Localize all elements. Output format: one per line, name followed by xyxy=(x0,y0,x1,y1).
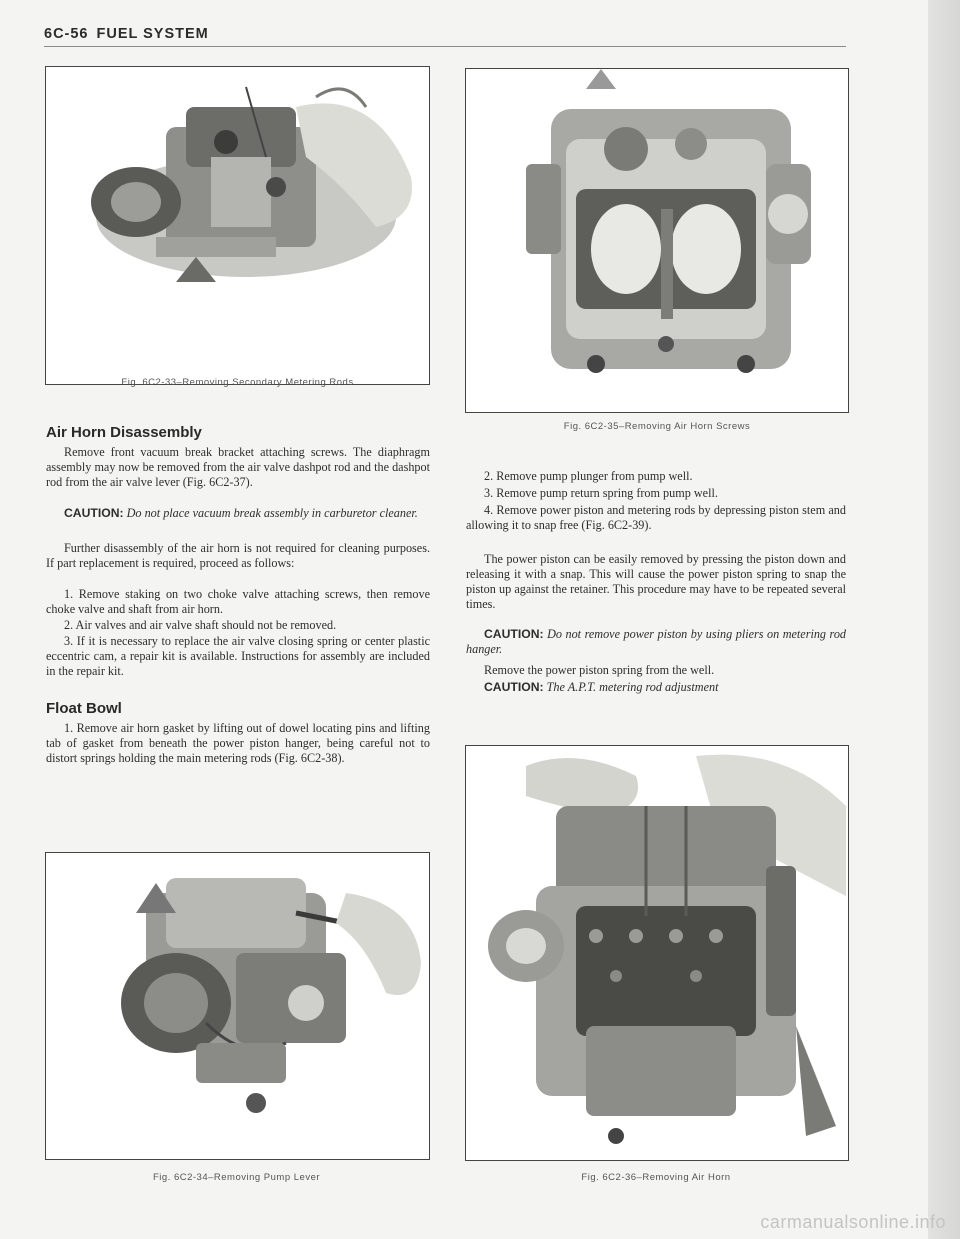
air-horn-paragraph-1: Remove front vacuum break bracket attaching screws. The diaphragm assembly may now be removed from the air valve dashpot rod and the dashpot rod from the air valve lever (Fig. 6C2-37). xyxy=(46,445,430,489)
figure-caption: Fig. 6C2-35–Removing Air Horn Screws xyxy=(563,421,751,432)
page-header xyxy=(44,26,209,42)
power-piston-paragraph: The power piston can be easily removed by pressing the piston down and releasing it with a snap. This will cause the power piston spring to snap the piston up against the retainer. This procedure may have to be repeated several times. xyxy=(466,552,846,611)
figure-6c2-36 xyxy=(465,745,849,1161)
apt-caution xyxy=(466,680,846,695)
caution-label: CAUTION: xyxy=(484,627,544,641)
page-edge-shadow xyxy=(928,0,960,1239)
heading-float-bowl: Float Bowl xyxy=(46,700,122,717)
header-rule xyxy=(44,46,846,47)
figure-6c2-34 xyxy=(45,852,430,1160)
power-piston-caution xyxy=(466,627,846,657)
caution-text: Do not remove power piston by using pliers on metering rod hanger. xyxy=(466,627,847,656)
heading-air-horn-disassembly: Air Horn Disassembly xyxy=(46,424,202,441)
page-number: 6C-56 xyxy=(44,26,89,42)
figure-photo-pump-lever xyxy=(46,853,429,1159)
caution-label: CAUTION: xyxy=(64,506,124,520)
power-piston-spring-paragraph: Remove the power piston spring from the well. xyxy=(484,663,715,677)
figure-caption: Fig. 6C2-33–Removing Secondary Metering Rods xyxy=(121,377,354,388)
air-horn-step-1: 1. Remove staking on two choke valve attaching screws, then remove choke valve and shaft from air horn. xyxy=(46,587,430,616)
right-step-2: 2. Remove pump plunger from pump well. xyxy=(484,469,693,483)
caution-text: The A.P.T. metering rod adjustment xyxy=(546,680,719,694)
air-horn-caution xyxy=(46,506,430,521)
figure-photo-secondary-metering-rods xyxy=(46,67,429,289)
section-title: FUEL SYSTEM xyxy=(96,26,209,42)
air-horn-step-2: 2. Air valves and air valve shaft should not be removed. xyxy=(64,618,337,632)
caution-text: Do not place vacuum break assembly in carburetor cleaner. xyxy=(126,506,418,520)
figure-photo-air-horn xyxy=(466,746,848,1160)
figure-caption: Fig. 6C2-34–Removing Pump Lever xyxy=(152,1172,321,1183)
figure-6c2-33 xyxy=(45,66,430,388)
watermark: carmanualsonline.info xyxy=(760,1212,946,1232)
figure-6c2-35 xyxy=(465,68,849,432)
figure-photo-air-horn-screws xyxy=(466,69,848,409)
air-horn-paragraph-2: Further disassembly of the air horn is not required for cleaning purposes. If part replacement is required, proceed as follows: xyxy=(46,541,430,570)
caution-label: CAUTION: xyxy=(484,680,544,694)
figure-caption: Fig. 6C2-36–Removing Air Horn xyxy=(581,1172,731,1183)
right-step-4: 4. Remove power piston and metering rods by depressing piston stem and allowing it to snap free (Fig. 6C2-39). xyxy=(466,503,846,532)
air-horn-step-3: 3. If it is necessary to replace the air valve closing spring or center plastic eccentric cam, a repair kit is available. Instructions for assembly are included in the repair kit. xyxy=(46,634,430,678)
right-step-3: 3. Remove pump return spring from pump well. xyxy=(484,486,718,500)
float-bowl-step-1: 1. Remove air horn gasket by lifting out of dowel locating pins and lifting tab of gasket from beneath the power piston hanger, being careful not to distort springs holding the main metering rods (Fig. 6C2-38). xyxy=(46,721,430,765)
